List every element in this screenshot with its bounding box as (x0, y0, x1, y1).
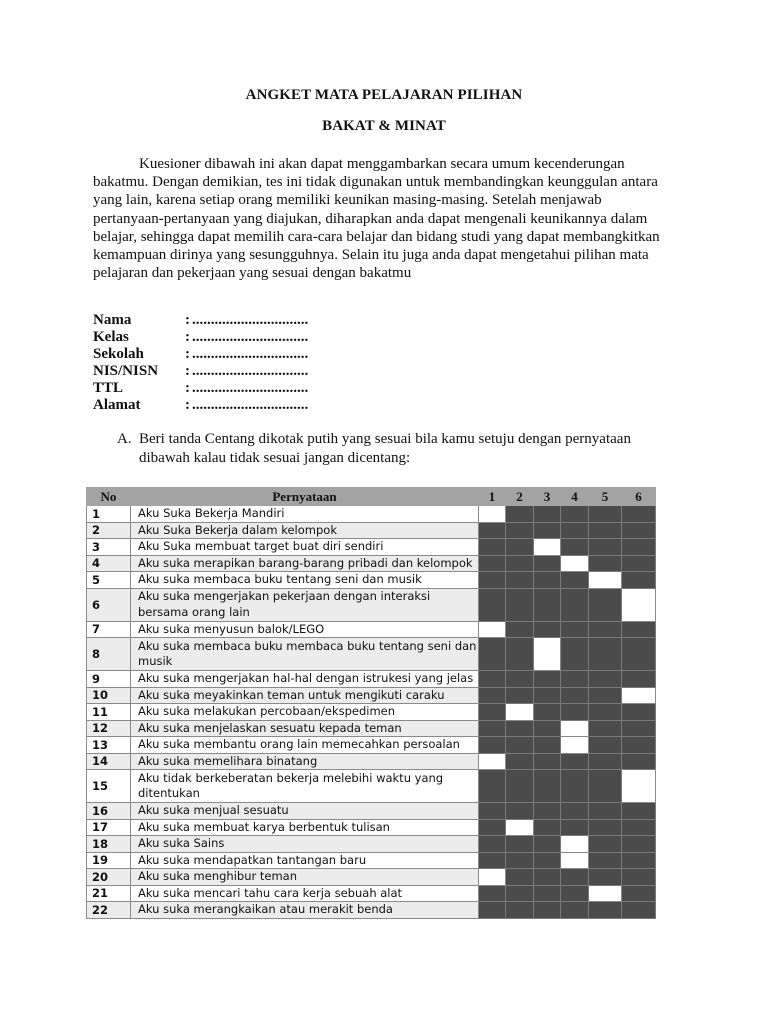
shaded-cell (479, 902, 506, 919)
row-number: 13 (87, 737, 131, 754)
shaded-cell (479, 687, 506, 704)
shaded-cell (561, 638, 589, 671)
shaded-cell (561, 770, 589, 803)
shaded-cell (506, 588, 534, 621)
shaded-cell (561, 885, 589, 902)
shaded-cell (534, 852, 561, 869)
shaded-cell (622, 671, 656, 688)
field-nama[interactable] (93, 312, 308, 329)
row-statement: Aku suka menyusun balok/LEGO (131, 621, 479, 638)
row-statement: Aku Suka Bekerja dalam kelompok (131, 522, 479, 539)
row-number: 22 (87, 902, 131, 919)
shaded-cell (534, 704, 561, 721)
shaded-cell (479, 588, 506, 621)
shaded-cell (589, 671, 622, 688)
shaded-cell (622, 836, 656, 853)
shaded-cell (622, 555, 656, 572)
table-row (87, 836, 656, 853)
shaded-cell (589, 902, 622, 919)
shaded-cell (534, 621, 561, 638)
field-blank[interactable]: ............................... (192, 380, 309, 396)
header-statement: Pernyataan (131, 488, 479, 506)
shaded-cell (561, 671, 589, 688)
shaded-cell (589, 539, 622, 556)
header-option-6: 6 (622, 488, 656, 506)
shaded-cell (534, 588, 561, 621)
table-row (87, 588, 656, 621)
table-row (87, 737, 656, 754)
shaded-cell (589, 638, 622, 671)
shaded-cell (622, 819, 656, 836)
table-row (87, 671, 656, 688)
shaded-cell (506, 539, 534, 556)
field-ttl[interactable] (93, 380, 308, 397)
field-nis-nisn[interactable] (93, 363, 308, 380)
header-option-4: 4 (561, 488, 589, 506)
table-row (87, 803, 656, 820)
shaded-cell (561, 803, 589, 820)
checkbox-cell-option-6[interactable] (622, 687, 656, 704)
shaded-cell (534, 803, 561, 820)
shaded-cell (534, 720, 561, 737)
row-number: 11 (87, 704, 131, 721)
row-statement: Aku suka Sains (131, 836, 479, 853)
row-statement: Aku suka merapikan barang-barang pribadi dan kelompok (131, 555, 479, 572)
row-statement: Aku Suka membuat target buat diri sendiri (131, 539, 479, 556)
row-statement: Aku suka mencari tahu cara kerja sebuah alat (131, 885, 479, 902)
table-row (87, 770, 656, 803)
shaded-cell (479, 555, 506, 572)
student-info-fields (93, 312, 308, 414)
shaded-cell (622, 704, 656, 721)
field-label: NIS/NISN (93, 363, 159, 379)
checkbox-cell-option-4[interactable] (561, 720, 589, 737)
row-statement: Aku suka menjelaskan sesuatu kepada teman (131, 720, 479, 737)
field-label: Sekolah (93, 346, 144, 362)
row-statement: Aku suka menghibur teman (131, 869, 479, 886)
checkbox-cell-option-1[interactable] (479, 621, 506, 638)
row-statement: Aku suka membuat karya berbentuk tulisan (131, 819, 479, 836)
field-kelas[interactable] (93, 329, 308, 346)
field-label: Nama (93, 312, 132, 328)
row-number: 2 (87, 522, 131, 539)
shaded-cell (506, 671, 534, 688)
table-row (87, 506, 656, 523)
shaded-cell (589, 869, 622, 886)
row-number: 10 (87, 687, 131, 704)
row-number: 20 (87, 869, 131, 886)
row-statement: Aku suka membaca buku tentang seni dan musik (131, 572, 479, 589)
row-statement: Aku suka memelihara binatang (131, 753, 479, 770)
shaded-cell (622, 852, 656, 869)
shaded-cell (506, 902, 534, 919)
field-colon: : (185, 380, 190, 396)
shaded-cell (506, 572, 534, 589)
shaded-cell (589, 704, 622, 721)
table-row (87, 902, 656, 919)
shaded-cell (506, 737, 534, 754)
row-statement: Aku suka membaca buku membaca buku tentang seni dan musik (131, 638, 479, 671)
instruction-text: Beri tanda Centang dikotak putih yang sesuai bila kamu setuju dengan pernyataan dibawah kalau tidak sesuai jangan dicentang: (139, 431, 631, 466)
header-option-5: 5 (589, 488, 622, 506)
shaded-cell (479, 638, 506, 671)
shaded-cell (622, 885, 656, 902)
row-number: 8 (87, 638, 131, 671)
shaded-cell (622, 539, 656, 556)
shaded-cell (589, 852, 622, 869)
shaded-cell (534, 902, 561, 919)
checkbox-cell-option-6[interactable] (622, 770, 656, 803)
shaded-cell (534, 522, 561, 539)
shaded-cell (506, 522, 534, 539)
row-statement: Aku suka menjual sesuatu (131, 803, 479, 820)
header-option-1: 1 (479, 488, 506, 506)
row-number: 9 (87, 671, 131, 688)
shaded-cell (561, 572, 589, 589)
table-row (87, 869, 656, 886)
shaded-cell (534, 819, 561, 836)
table-row (87, 621, 656, 638)
table-row (87, 720, 656, 737)
field-blank[interactable]: ............................... (192, 312, 309, 328)
checkbox-cell-option-2[interactable] (506, 704, 534, 721)
shaded-cell (589, 836, 622, 853)
shaded-cell (622, 869, 656, 886)
header-option-3: 3 (534, 488, 561, 506)
shaded-cell (561, 522, 589, 539)
row-statement: Aku suka meyakinkan teman untuk mengikuti caraku (131, 687, 479, 704)
checkbox-cell-option-2[interactable] (506, 819, 534, 836)
shaded-cell (479, 803, 506, 820)
row-number: 14 (87, 753, 131, 770)
row-statement: Aku suka merangkaikan atau merakit benda (131, 902, 479, 919)
checkbox-cell-option-5[interactable] (589, 885, 622, 902)
shaded-cell (622, 753, 656, 770)
shaded-cell (506, 869, 534, 886)
shaded-cell (506, 687, 534, 704)
shaded-cell (479, 819, 506, 836)
shaded-cell (622, 737, 656, 754)
shaded-cell (534, 885, 561, 902)
shaded-cell (589, 555, 622, 572)
field-label: TTL (93, 380, 124, 396)
field-colon: : (185, 346, 190, 362)
shaded-cell (506, 720, 534, 737)
header-option-2: 2 (506, 488, 534, 506)
shaded-cell (479, 572, 506, 589)
shaded-cell (534, 753, 561, 770)
shaded-cell (589, 621, 622, 638)
shaded-cell (589, 687, 622, 704)
field-alamat[interactable] (93, 397, 308, 414)
row-number: 15 (87, 770, 131, 803)
table-row (87, 819, 656, 836)
shaded-cell (479, 852, 506, 869)
row-statement: Aku tidak berkeberatan bekerja melebihi waktu yang ditentukan (131, 770, 479, 803)
header-no: No (87, 488, 131, 506)
row-number: 6 (87, 588, 131, 621)
field-blank[interactable]: ............................... (192, 363, 309, 379)
shaded-cell (589, 819, 622, 836)
shaded-cell (506, 885, 534, 902)
shaded-cell (479, 522, 506, 539)
table-row (87, 753, 656, 770)
shaded-cell (589, 770, 622, 803)
row-statement: Aku suka mengerjakan pekerjaan dengan interaksi bersama orang lain (131, 588, 479, 621)
shaded-cell (506, 638, 534, 671)
table-row (87, 852, 656, 869)
shaded-cell (589, 522, 622, 539)
shaded-cell (589, 720, 622, 737)
row-number: 18 (87, 836, 131, 853)
row-number: 21 (87, 885, 131, 902)
shaded-cell (506, 852, 534, 869)
shaded-cell (534, 671, 561, 688)
document-title: ANGKET MATA PELAJARAN PILIHAN (245, 87, 523, 103)
shaded-cell (561, 539, 589, 556)
instruction-marker: A. (117, 431, 132, 447)
checkbox-cell-option-5[interactable] (589, 572, 622, 589)
row-statement: Aku Suka Bekerja Mandiri (131, 506, 479, 523)
shaded-cell (479, 539, 506, 556)
field-label: Alamat (93, 397, 141, 413)
field-colon: : (185, 397, 190, 413)
shaded-cell (561, 704, 589, 721)
shaded-cell (622, 572, 656, 589)
shaded-cell (622, 720, 656, 737)
shaded-cell (622, 803, 656, 820)
row-statement: Aku suka mendapatkan tantangan baru (131, 852, 479, 869)
shaded-cell (561, 621, 589, 638)
field-blank[interactable]: ............................... (192, 329, 309, 345)
row-number: 16 (87, 803, 131, 820)
table-row (87, 885, 656, 902)
shaded-cell (534, 687, 561, 704)
shaded-cell (622, 902, 656, 919)
checkbox-cell-option-4[interactable] (561, 737, 589, 754)
shaded-cell (479, 720, 506, 737)
checkbox-cell-option-3[interactable] (534, 539, 561, 556)
row-number: 12 (87, 720, 131, 737)
checkbox-cell-option-4[interactable] (561, 852, 589, 869)
shaded-cell (479, 770, 506, 803)
row-number: 3 (87, 539, 131, 556)
shaded-cell (506, 836, 534, 853)
shaded-cell (479, 885, 506, 902)
checkbox-cell-option-6[interactable] (622, 588, 656, 621)
field-colon: : (185, 363, 190, 379)
shaded-cell (561, 506, 589, 523)
shaded-cell (506, 753, 534, 770)
shaded-cell (479, 836, 506, 853)
table-row (87, 555, 656, 572)
field-colon: : (185, 329, 190, 345)
field-label: Kelas (93, 329, 129, 345)
table-body (87, 506, 656, 919)
checkbox-cell-option-1[interactable] (479, 506, 506, 523)
shaded-cell (561, 869, 589, 886)
row-number: 4 (87, 555, 131, 572)
shaded-cell (561, 902, 589, 919)
table-row (87, 704, 656, 721)
shaded-cell (534, 869, 561, 886)
intro-paragraph: Kuesioner dibawah ini akan dapat menggambarkan secara umum kecenderungan bakatmu. Dengan demikian, tes ini tidak digunakan untuk membandingkan keunggulan antara yang lain, karena setiap orang memiliki keunikan masing-masing. Setelah menjawab pertanyaan-pertanyaan yang diajukan, diharapkan anda dapat mengenali keunikannya dalam belajar, sehingga dapat memilih cara-cara belajar dan bidang studi yang dapat membangkitkan kemampuan dirinya yang sesungguhnya. Selain itu juga anda dapat mengetahui pilihan mata pelajaran dan pekerjaan yang sesuai dengan bakatmu (93, 156, 660, 282)
field-sekolah[interactable] (93, 346, 308, 363)
shaded-cell (589, 506, 622, 523)
shaded-cell (506, 803, 534, 820)
shaded-cell (479, 704, 506, 721)
table-row (87, 539, 656, 556)
shaded-cell (506, 555, 534, 572)
table-row (87, 687, 656, 704)
checkbox-cell-option-1[interactable] (479, 869, 506, 886)
questionnaire-table (86, 487, 656, 919)
shaded-cell (506, 770, 534, 803)
checkbox-cell-option-4[interactable] (561, 836, 589, 853)
field-blank[interactable]: ............................... (192, 346, 309, 362)
row-number: 5 (87, 572, 131, 589)
shaded-cell (534, 555, 561, 572)
row-number: 19 (87, 852, 131, 869)
shaded-cell (534, 737, 561, 754)
shaded-cell (622, 506, 656, 523)
shaded-cell (534, 836, 561, 853)
shaded-cell (479, 671, 506, 688)
table-row (87, 572, 656, 589)
shaded-cell (534, 506, 561, 523)
checkbox-cell-option-1[interactable] (479, 753, 506, 770)
shaded-cell (561, 588, 589, 621)
shaded-cell (506, 621, 534, 638)
shaded-cell (479, 737, 506, 754)
row-statement: Aku suka melakukan percobaan/ekspedimen (131, 704, 479, 721)
shaded-cell (561, 819, 589, 836)
row-statement: Aku suka membantu orang lain memecahkan persoalan (131, 737, 479, 754)
row-statement: Aku suka mengerjakan hal-hal dengan istrukesi yang jelas (131, 671, 479, 688)
row-number: 7 (87, 621, 131, 638)
table-header-row (87, 488, 656, 506)
checkbox-cell-option-4[interactable] (561, 555, 589, 572)
shaded-cell (589, 737, 622, 754)
field-blank[interactable]: ............................... (192, 397, 309, 413)
document-subtitle: BAKAT & MINAT (322, 118, 446, 134)
shaded-cell (561, 753, 589, 770)
checkbox-cell-option-3[interactable] (534, 638, 561, 671)
table-row (87, 638, 656, 671)
shaded-cell (622, 621, 656, 638)
shaded-cell (589, 753, 622, 770)
field-colon: : (185, 312, 190, 328)
row-number: 1 (87, 506, 131, 523)
row-number: 17 (87, 819, 131, 836)
shaded-cell (561, 687, 589, 704)
shaded-cell (534, 770, 561, 803)
shaded-cell (589, 803, 622, 820)
shaded-cell (534, 572, 561, 589)
table-row (87, 522, 656, 539)
shaded-cell (622, 522, 656, 539)
shaded-cell (506, 506, 534, 523)
shaded-cell (589, 588, 622, 621)
shaded-cell (622, 638, 656, 671)
